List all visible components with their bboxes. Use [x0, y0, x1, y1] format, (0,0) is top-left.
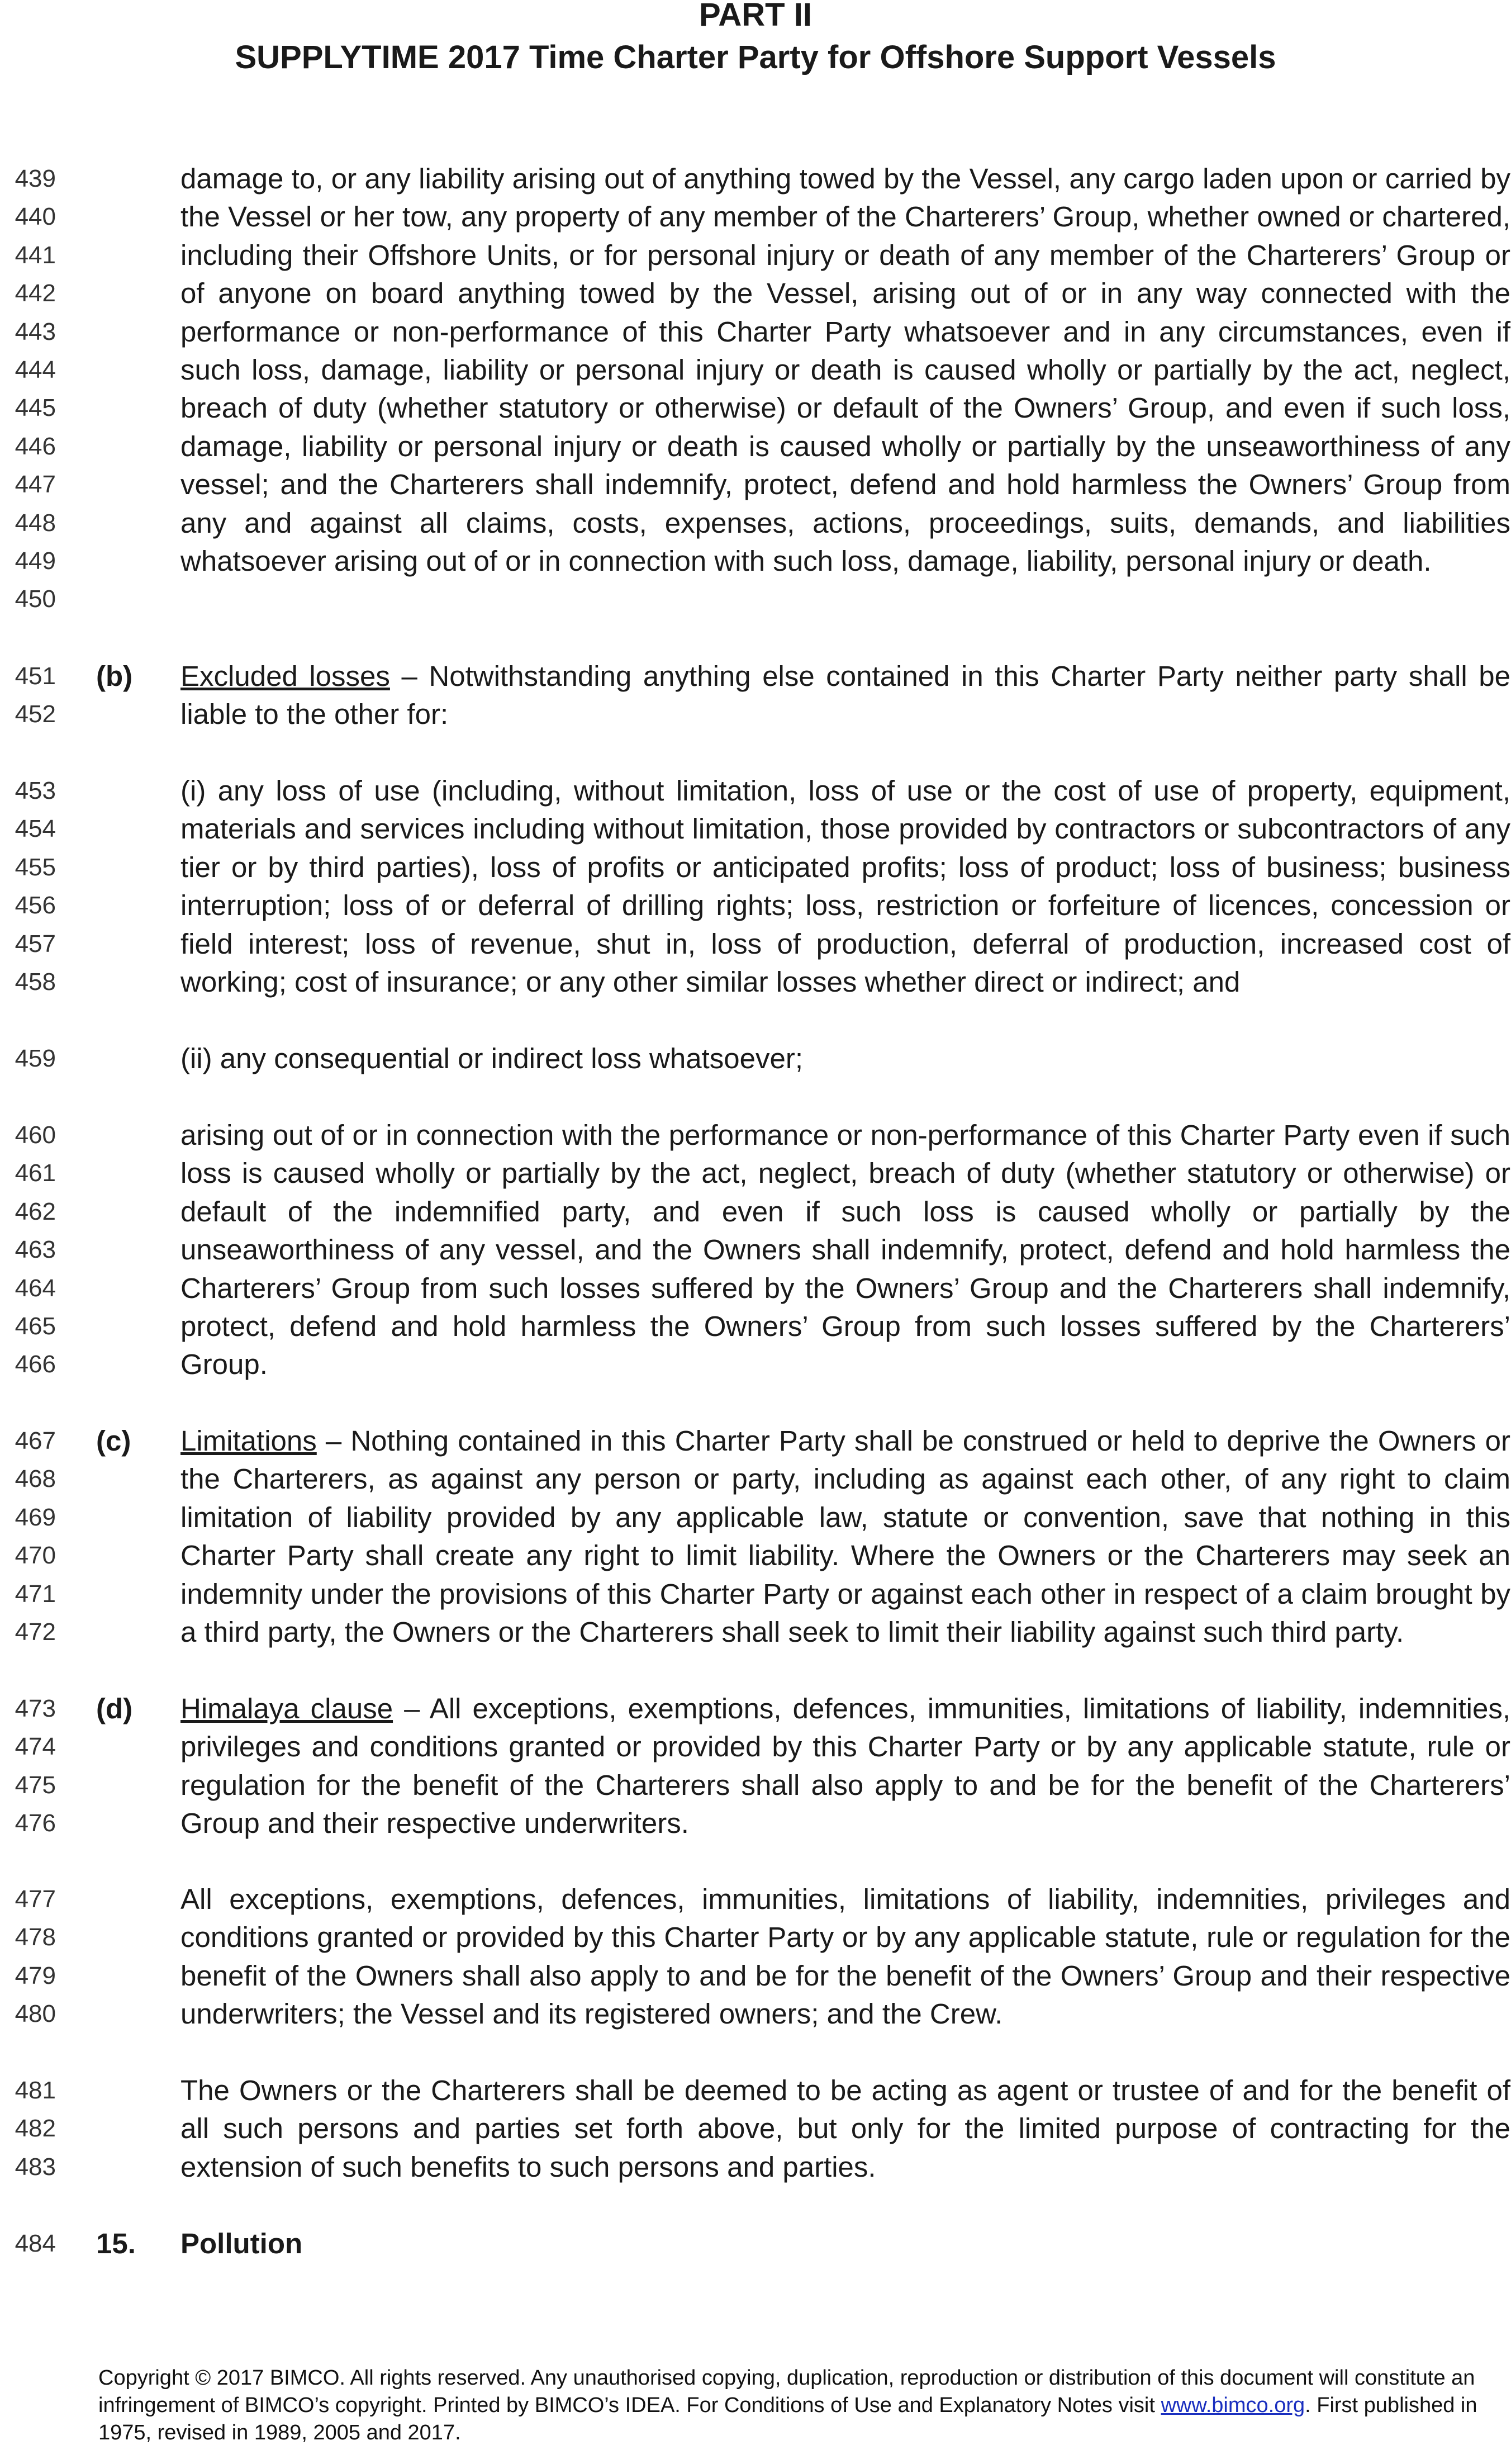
line-numbers: 460 461 462 463 464 465 466 — [15, 1121, 56, 1378]
section-number: 15. — [96, 2228, 136, 2259]
clause-marker: (c) — [96, 1425, 131, 1457]
paragraph-text: damage to, or any liability arising out of anything towed by the Vessel, any cargo laden upon or carried by the Vessel or her tow, any property of any member of the Charterers’ Group, whether owned or chartered, including their Offshore Units, or for personal injury or death of any member of the Charterers’ Group or of anyone on board anything towed by the Vessel, arising out of or in any way connected with the performance or non-performance of this Charter Party whatsoever and in any circumstances, even if such loss, damage, liability or personal injury or death is caused wholly or partially by the act, neglect, breach of duty (whether statutory or otherwise) or default of the Owners’ Group, and even if such loss, damage, liability or personal injury or death is caused wholly or partially by the unseaworthiness of any vessel; and the Charterers shall indemnify, protect, defend and hold harmless the Owners’ Group from any and against all claims, costs, expenses, actions, proceedings, suits, demands, and liabilities whatsoever arising out of or in connection with such loss, damage, liability, personal injury or death. — [180, 163, 1510, 577]
paragraph-text: Himalaya clause – All exceptions, exemptions, defences, immunities, limitations of liability, indemnities, privileges and conditions granted or provided by this Charter Party or by any applicable statute, rule or regulation for the benefit of the Charterers shall also apply to and be for the benefit of the Charterers’ Group and their respective underwriters. — [180, 1693, 1510, 1840]
paragraph-text: All exceptions, exemptions, defences, immunities, limitations of liability, indemnities, privileges and conditions granted or provided by this Charter Party or by any applicable statute, rule or regulation for the benefit of the Owners shall also apply to and be for the benefit of the Owners’ Group and their respective underwriters; the Vessel and its registered owners; and the Crew. — [180, 1883, 1510, 2030]
line-numbers: 481 482 483 — [15, 2077, 56, 2181]
clause-title: Limitations — [180, 1425, 317, 1457]
paragraph-text: Excluded losses – Notwithstanding anything else contained in this Charter Party neither party shall be liable to the other for: — [180, 660, 1511, 731]
line-numbers: 477 478 479 480 — [15, 1885, 56, 2028]
line-numbers: 484 — [15, 2230, 56, 2257]
section-title: Pollution — [180, 2228, 303, 2259]
line-numbers: 453 454 455 456 457 458 — [15, 777, 56, 996]
paragraph-text: arising out of or in connection with the performance or non-performance of this Charter Party even if such loss is caused wholly or partially by the act, neglect, breach of duty (whether statutory or otherwise) or default of the indemnified party, and even if such loss is caused wholly or partially by the unseaworthiness of any vessel, and the Owners shall indemnify, protect, defend and hold harmless the Charterers’ Group from such losses suffered by the Owners’ Group and the Charterers shall indemnify, protect, defend and hold harmless the Owners’ Group from such losses suffered by the Charterers’ Group. — [180, 1119, 1510, 1381]
copyright-footer: Copyright © 2017 BIMCO. All rights reserved. Any unauthorised copying, duplication, reproduction or distribution of this document will constitute an infringement of BIMCO’s copyright. Printed by BIMCO’s IDEA. For Conditions of Use and Explanatory Notes visit www.bimco.org. First published in 1975, revised in 1989, 2005 and 2017. — [98, 2366, 1477, 2444]
clause-title: Himalaya clause — [180, 1693, 393, 1724]
paragraph-text: Limitations – Nothing contained in this Charter Party shall be construed or held to deprive the Owners or the Charterers, as against any person or party, including as against each other, of any right to claim limitation of liability provided by any applicable law, statute or convention, save that nothing in this Charter Party shall create any right to limit liability. Where the Owners or the Charterers may seek an indemnity under the provisions of this Charter Party or against each other in respect of a claim brought by a third party, the Owners or the Charterers shall seek to limit their liability against such third party. — [180, 1425, 1510, 1648]
line-numbers: 451 452 — [15, 662, 56, 728]
bimco-website-link[interactable]: www.bimco.org — [1161, 2394, 1305, 2417]
line-numbers: 467 468 469 470 471 472 — [15, 1427, 56, 1646]
line-numbers: 459 — [15, 1045, 56, 1072]
clause-marker: (d) — [96, 1693, 133, 1724]
part-label: PART II — [699, 0, 812, 33]
paragraph-text: (ii) any consequential or indirect loss whatsoever; — [180, 1043, 804, 1074]
document-title: SUPPLYTIME 2017 Time Charter Party for Offshore Support Vessels — [235, 39, 1276, 75]
paragraph-text: The Owners or the Charterers shall be deemed to be acting as agent or trustee of and for the benefit of all such persons and parties set forth above, but only for the limited purpose of contracting for the extension of such benefits to such persons and parties. — [180, 2074, 1510, 2183]
clause-title: Excluded losses — [180, 660, 390, 692]
clause-marker: (b) — [96, 660, 133, 692]
line-numbers: 473 474 475 476 — [15, 1695, 56, 1837]
paragraph-text: (i) any loss of use (including, without limitation, loss of use or the cost of use of property, equipment, materials and services including without limitation, those provided by contractors or subcontractors of any tier or by third parties), loss of profits or anticipated profits; loss of product; loss of business; business interruption; loss of or deferral of drilling rights; loss, restriction or forfeiture of licences, concession or field interest; loss of revenue, shut in, loss of production, deferral of production, increased cost of working; cost of insurance; or any other similar losses whether direct or indirect; and — [180, 775, 1510, 998]
line-numbers: 439 440 441 442 443 444 445 446 447 448 449 450 — [15, 165, 56, 613]
